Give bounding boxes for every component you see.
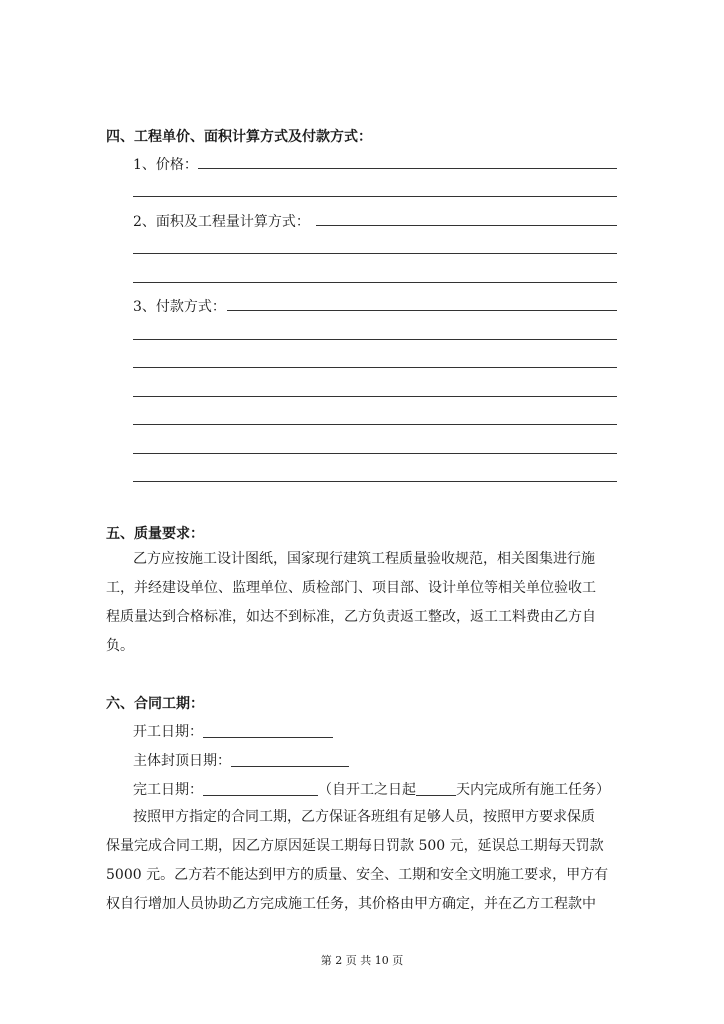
quality-line: 程质量达到合格标准，如达不到标准，乙方负责返工整改，返工工料费由乙方自 <box>106 609 596 625</box>
section-6-heading: 六、合同工期： <box>106 696 204 712</box>
start-date-row <box>133 721 333 741</box>
schedule-line: 保量完成合同工期，因乙方原因延误工期每日罚款 500 元，延误总工期每天罚款 <box>106 838 604 854</box>
completion-note-start: （自开工之日起 <box>318 782 416 798</box>
price-fill-line <box>133 196 617 197</box>
payment-fill-line <box>133 367 617 368</box>
payment-fill-line <box>227 310 617 311</box>
schedule-line: 按照甲方指定的合同工期，乙方保证各班组有足够人员，按照甲方要求保质 <box>133 809 595 825</box>
area-fill-line <box>133 253 617 254</box>
topping-date-label: 主体封顶日期： <box>133 753 231 769</box>
price-label: 1、价格： <box>133 157 198 173</box>
payment-fill-line <box>133 424 617 425</box>
quality-line: 工，并经建设单位、监理单位、质检部门、项目部、设计单位等相关单位验收工 <box>106 580 596 596</box>
section-5-heading: 五、质量要求： <box>106 526 204 542</box>
section-4-heading: 四、工程单价、面积计算方式及付款方式： <box>106 129 372 145</box>
schedule-line: 5000 元。乙方若不能达到甲方的质量、安全、工期和安全文明施工要求，甲方有 <box>106 867 609 883</box>
payment-fill-line <box>133 339 617 340</box>
topping-date-row <box>133 750 349 770</box>
payment-fill-line <box>133 453 617 454</box>
completion-note-end: 天内完成所有施工任务） <box>456 782 610 798</box>
completion-days-blank <box>416 781 456 796</box>
completion-date-row <box>133 779 610 799</box>
payment-fill-line <box>133 481 617 482</box>
page-number: 第 2 页 共 10 页 <box>320 954 404 967</box>
area-fill-line <box>316 225 617 226</box>
start-date-label: 开工日期： <box>133 724 203 740</box>
payment-label: 3、付款方式： <box>133 299 226 315</box>
start-date-blank <box>203 723 333 738</box>
price-fill-line <box>198 168 617 169</box>
quality-line: 乙方应按施工设计图纸，国家现行建筑工程质量验收规范，相关图集进行施 <box>133 551 595 567</box>
quality-line: 负。 <box>106 638 134 654</box>
completion-date-label: 完工日期： <box>133 782 203 798</box>
area-calc-label: 2、面积及工程量计算方式： <box>133 214 310 230</box>
schedule-line: 权自行增加人员协助乙方完成施工任务，其价格由甲方确定，并在乙方工程款中 <box>106 896 596 912</box>
completion-date-blank <box>203 781 318 796</box>
area-fill-line <box>133 282 617 283</box>
topping-date-blank <box>231 752 349 767</box>
payment-fill-line <box>133 396 617 397</box>
